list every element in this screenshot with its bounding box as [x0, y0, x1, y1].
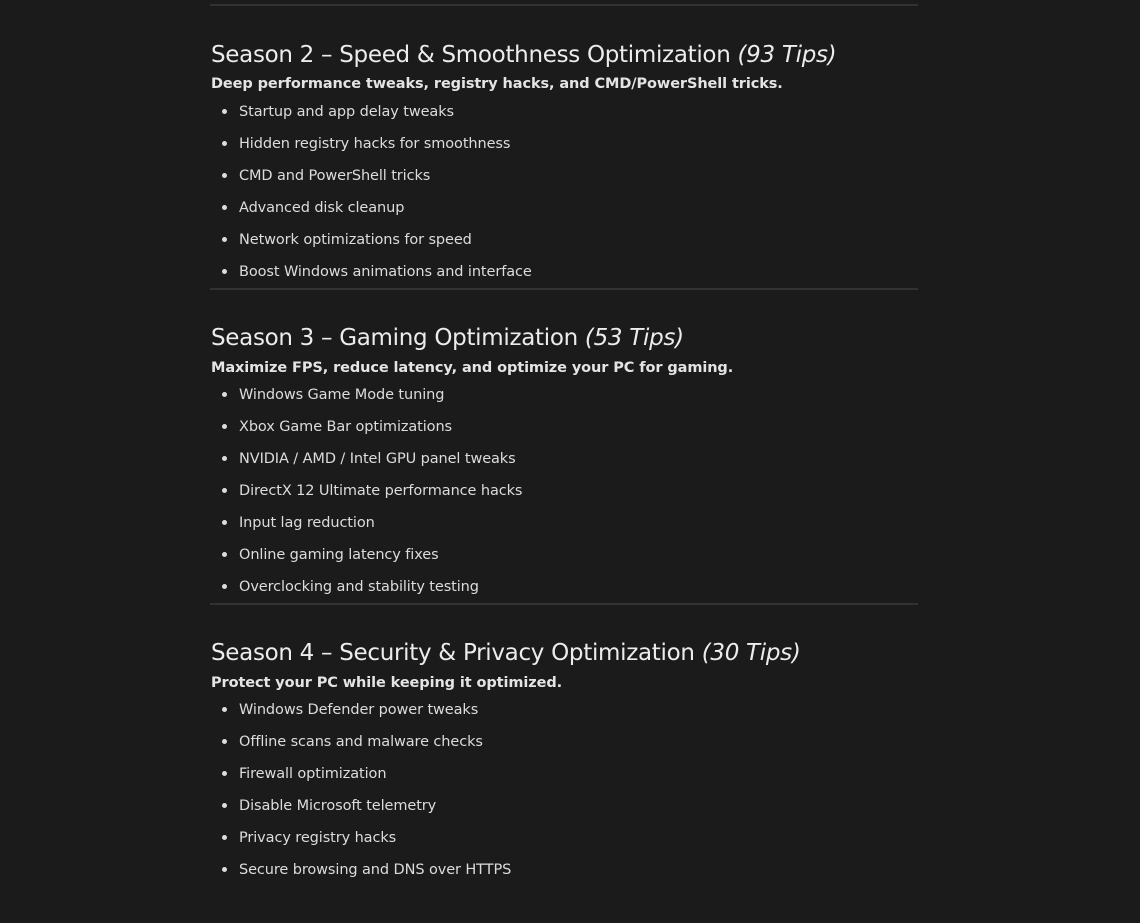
section-divider — [210, 288, 918, 290]
bullet-icon — [222, 584, 227, 589]
list-item — [211, 192, 918, 224]
bullet-icon — [222, 803, 227, 808]
season-3-title — [211, 323, 918, 353]
season-2-title — [211, 40, 918, 70]
season-3-subtitle: Maximize FPS, reduce latency, and optimize your PC for gaming. — [211, 360, 734, 376]
list-item-text: Firewall optimization — [239, 766, 387, 782]
list-item — [211, 726, 918, 758]
bullet-icon — [222, 707, 227, 712]
season-2-title-text: Season 2 – Speed & Smoothness Optimization — [211, 42, 731, 68]
list-item-text: Network optimizations for speed — [239, 232, 472, 248]
list-item — [211, 128, 918, 160]
list-item — [211, 790, 918, 822]
season-4-tips-count: (30 Tips) — [701, 640, 801, 666]
bullet-icon — [222, 520, 227, 525]
list-item-text: Hidden registry hacks for smoothness — [239, 136, 511, 152]
bullet-icon — [222, 237, 227, 242]
list-item — [211, 475, 918, 507]
list-item-text: DirectX 12 Ultimate performance hacks — [239, 483, 523, 499]
list-item — [211, 443, 918, 475]
bullet-icon — [222, 552, 227, 557]
season-3-title-text: Season 3 – Gaming Optimization — [211, 325, 578, 351]
bullet-icon — [222, 392, 227, 397]
list-item — [211, 758, 918, 790]
list-item-text: NVIDIA / AMD / Intel GPU panel tweaks — [239, 451, 516, 467]
list-item — [211, 224, 918, 256]
season-2-list — [211, 96, 918, 288]
list-item — [211, 571, 918, 603]
section-divider — [210, 4, 918, 6]
list-item-text: Overclocking and stability testing — [239, 579, 479, 595]
season-2-section — [211, 40, 918, 288]
list-item — [211, 160, 918, 192]
bullet-icon — [222, 269, 227, 274]
list-item — [211, 256, 918, 288]
bullet-icon — [222, 739, 227, 744]
bullet-icon — [222, 771, 227, 776]
article-content — [211, 0, 918, 886]
season-4-subtitle: Protect your PC while keeping it optimized. — [211, 675, 563, 691]
list-item-text: Startup and app delay tweaks — [239, 104, 454, 120]
list-item — [211, 507, 918, 539]
bullet-icon — [222, 109, 227, 114]
section-divider — [210, 603, 918, 605]
season-4-title-text: Season 4 – Security & Privacy Optimization — [211, 640, 695, 666]
list-item — [211, 539, 918, 571]
list-item — [211, 96, 918, 128]
bullet-icon — [222, 173, 227, 178]
list-item-text: Secure browsing and DNS over HTTPS — [239, 862, 512, 878]
list-item-text: Disable Microsoft telemetry — [239, 798, 437, 814]
season-3-list — [211, 379, 918, 603]
bullet-icon — [222, 141, 227, 146]
list-item — [211, 411, 918, 443]
bullet-icon — [222, 488, 227, 493]
list-item — [211, 694, 918, 726]
bullet-icon — [222, 205, 227, 210]
season-2-tips-count: (93 Tips) — [737, 42, 837, 68]
list-item-text: Boost Windows animations and interface — [239, 264, 532, 280]
list-item-text: Offline scans and malware checks — [239, 734, 483, 750]
list-item — [211, 379, 918, 411]
list-item-text: Windows Game Mode tuning — [239, 387, 445, 403]
season-4-section — [211, 638, 918, 886]
list-item-text: Xbox Game Bar optimizations — [239, 419, 453, 435]
bullet-icon — [222, 456, 227, 461]
season-3-tips-count: (53 Tips) — [584, 325, 684, 351]
season-4-list — [211, 694, 918, 886]
list-item-text: Advanced disk cleanup — [239, 200, 405, 216]
list-item-text: Online gaming latency fixes — [239, 547, 439, 563]
bullet-icon — [222, 867, 227, 872]
bullet-icon — [222, 835, 227, 840]
list-item — [211, 822, 918, 854]
list-item — [211, 854, 918, 886]
season-3-section — [211, 323, 918, 603]
season-2-subtitle: Deep performance tweaks, registry hacks, and CMD/PowerShell tricks. — [211, 76, 783, 92]
list-item-text: Privacy registry hacks — [239, 830, 397, 846]
season-4-title — [211, 638, 918, 668]
list-item-text: Windows Defender power tweaks — [239, 702, 479, 718]
list-item-text: Input lag reduction — [239, 515, 375, 531]
bullet-icon — [222, 424, 227, 429]
list-item-text: CMD and PowerShell tricks — [239, 168, 431, 184]
